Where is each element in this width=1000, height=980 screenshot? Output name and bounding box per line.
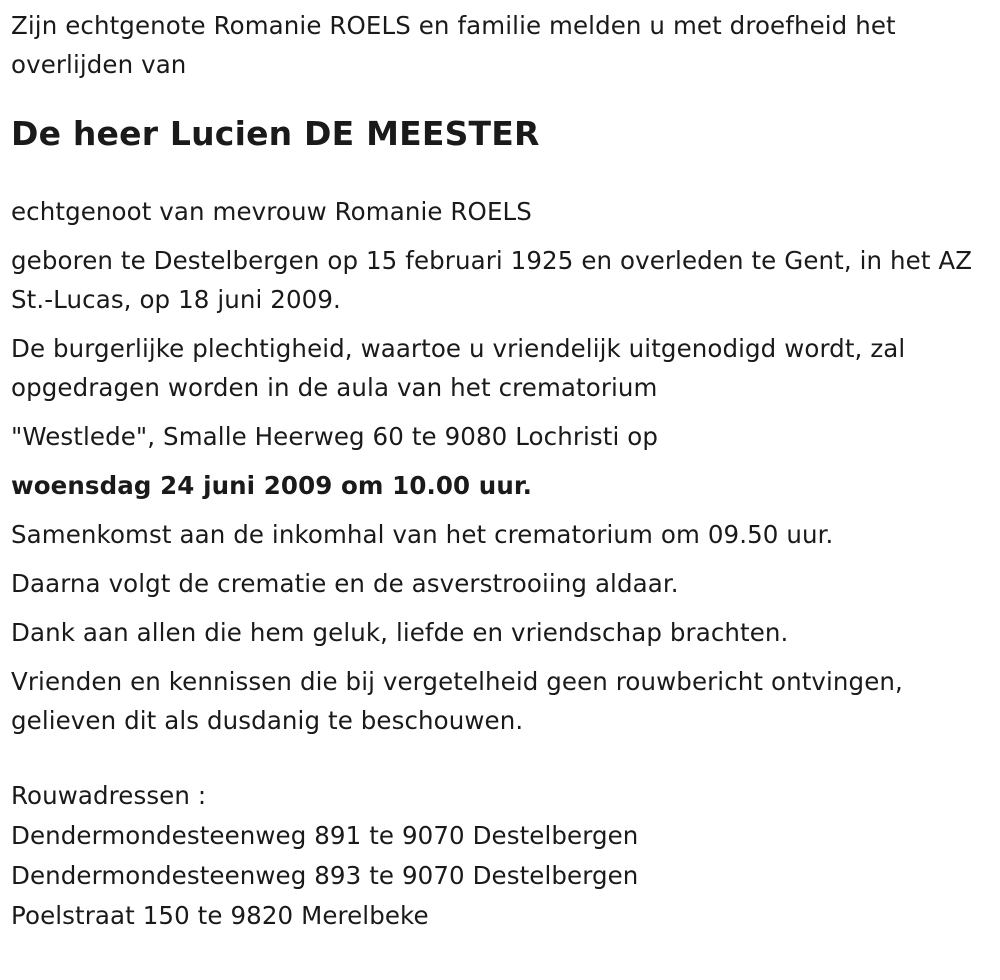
address-item: Dendermondesteenweg 891 te 9070 Destelbergen — [11, 821, 639, 850]
ceremony-text: De burgerlijke plechtigheid, waartoe u vriendelijk uitgenodigd wordt, zal opgedragen worden in de aula van het crematorium — [11, 334, 906, 402]
gathering-text: Samenkomst aan de inkomhal van het crematorium om 09.50 uur. — [11, 520, 834, 549]
thanks-text: Dank aan allen die hem geluk, liefde en vriendschap brachten. — [11, 618, 789, 647]
mourning-addresses — [11, 776, 995, 936]
intro-text: Zijn echtgenote Romanie ROELS en familie melden u met droefheid het overlijden van — [11, 11, 896, 79]
birth-death-text: geboren te Destelbergen op 15 februari 1925 en overleden te Gent, in het AZ St.-Lucas, op 18 juni 2009. — [11, 246, 973, 314]
ceremony-location: "Westlede", Smalle Heerweg 60 te 9080 Lochristi op — [11, 422, 659, 451]
addresses-heading: Rouwadressen : — [11, 781, 207, 810]
address-item: Dendermondesteenweg 893 te 9070 Destelbergen — [11, 861, 639, 890]
ceremony-date-time: woensdag 24 juni 2009 om 10.00 uur. — [11, 471, 532, 500]
address-item: Poelstraat 150 te 9820 Merelbeke — [11, 901, 429, 930]
friends-note: Vrienden en kennissen die bij vergetelheid geen rouwbericht ontvingen, gelieven dit als dusdanig te beschouwen. — [11, 667, 903, 735]
spouse-line: echtgenoot van mevrouw Romanie ROELS — [11, 197, 532, 226]
deceased-name: De heer Lucien DE MEESTER — [11, 114, 540, 153]
obituary-document — [11, 6, 995, 936]
cremation-text: Daarna volgt de crematie en de asverstrooiing aldaar. — [11, 569, 679, 598]
